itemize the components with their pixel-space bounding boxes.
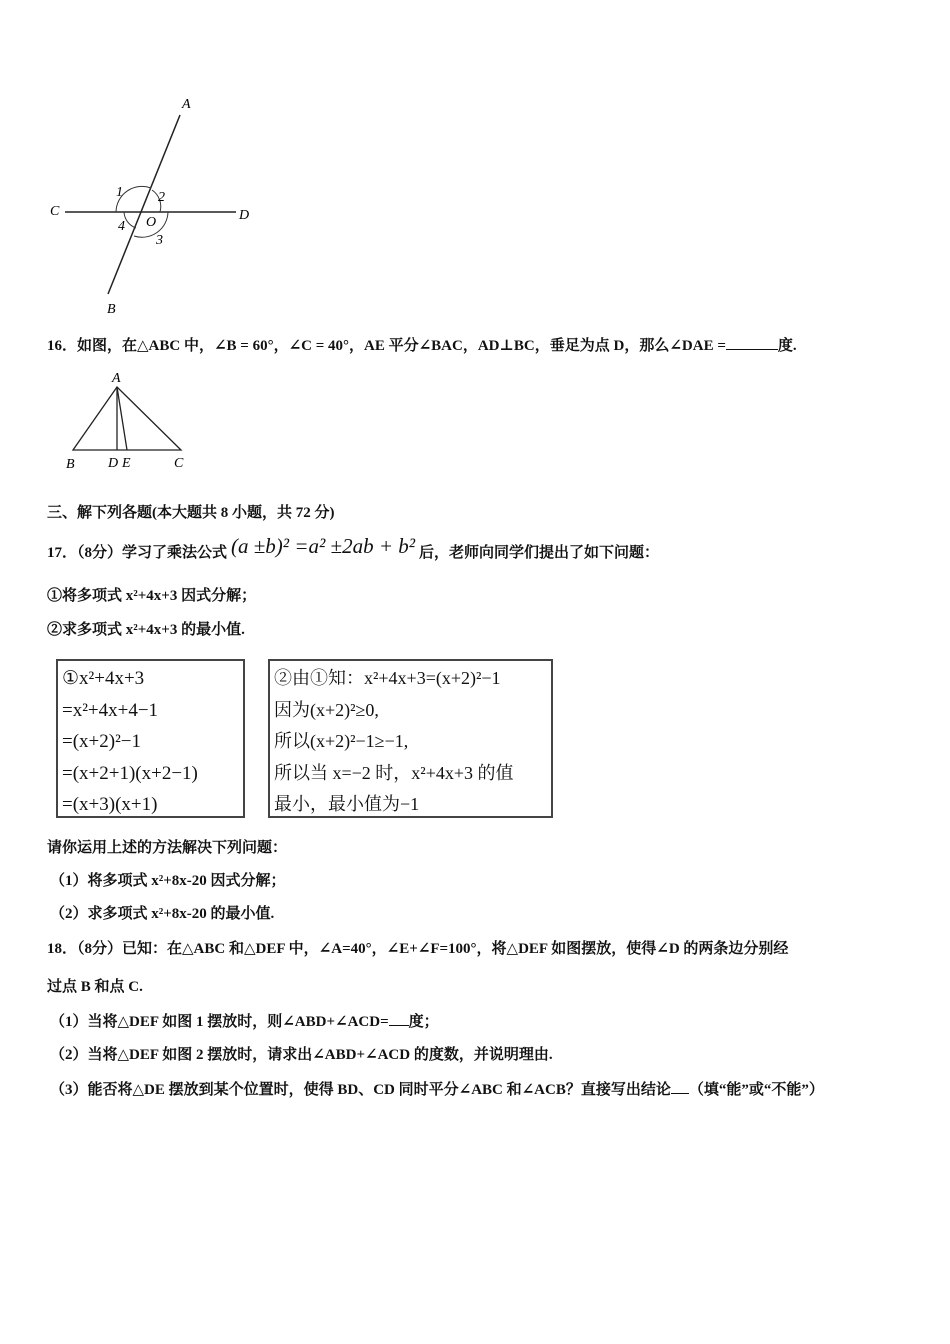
- question-18-part-1-suffix: 度；: [408, 1014, 439, 1030]
- label-angle-2: 2: [158, 190, 165, 205]
- question-18-line-1: 18．（8分）已知：在△ABC 和△DEF 中，∠A=40°，∠E+∠F=100°，将△DEF 如图摆放，使得∠D 的两条边分别经: [47, 941, 789, 957]
- label-a: A: [112, 371, 121, 386]
- question-18-part-2: （2）当将△DEF 如图 2 摆放时，请求出∠ABD+∠ACD 的度数，并说明理由.: [50, 1047, 553, 1063]
- question-17: [47, 534, 660, 563]
- answer-blank[interactable]: [671, 1079, 689, 1094]
- question-16-text: 16．如图，在△ABC 中，∠B = 60°，∠C = 40°，AE 平分∠BAC，AD⊥BC，垂足为点 D，那么∠DAE =: [47, 338, 726, 354]
- question-18-line-2: 过点 B 和点 C.: [47, 979, 143, 995]
- question-17-instruction: 请你运用上述的方法解决下列问题：: [47, 840, 288, 856]
- box2-line: 所以(x+2)²−1≥−1,: [274, 731, 409, 751]
- label-angle-4: 4: [118, 219, 125, 234]
- label-d: D: [108, 456, 119, 471]
- box2-line: 所以当 x=−2 时，x²+4x+3 的值: [274, 762, 514, 783]
- label-angle-3: 3: [156, 233, 163, 248]
- label-c: C: [50, 204, 60, 219]
- box1-line: ①x²+4x+3: [62, 668, 145, 689]
- question-18-part-3: [50, 1079, 824, 1100]
- question-16-suffix: 度.: [777, 338, 797, 354]
- question-17-suffix: 后，老师向同学们提出了如下问题：: [419, 545, 660, 561]
- label-d: D: [239, 208, 250, 223]
- label-o: O: [146, 215, 157, 230]
- question-18-part-3-suffix: （填“能”或“不能”）: [688, 1082, 824, 1098]
- question-17-task-1: ①将多项式 x²+4x+3 因式分解；: [47, 588, 257, 604]
- label-b: B: [66, 457, 75, 472]
- box2-line: 因为(x+2)²≥0,: [274, 699, 379, 720]
- angle-arc-4: [124, 212, 136, 228]
- label-angle-1: 1: [116, 185, 123, 200]
- label-a: A: [182, 97, 191, 112]
- example-box-factorization: [56, 659, 245, 818]
- question-17-part-2: （2）求多项式 x²+8x-20 的最小值.: [50, 906, 275, 922]
- answer-blank[interactable]: [726, 335, 778, 350]
- bisector-ae: [117, 387, 127, 450]
- question-18-part-1-text: （1）当将△DEF 如图 1 摆放时，则∠ABD+∠ACD=: [50, 1014, 389, 1030]
- question-18-part-3-text: （3）能否将△DE 摆放到某个位置时，使得 BD、CD 同时平分∠ABC 和∠ACB？直接写出结论: [50, 1082, 671, 1098]
- line-ab: [108, 115, 180, 294]
- box1-line: =(x+3)(x+1): [62, 794, 158, 815]
- question-17-part-1: （1）将多项式 x²+8x-20 因式分解；: [50, 873, 286, 889]
- box2-line: ②由①知：x²+4x+3=(x+2)²−1: [274, 668, 501, 688]
- question-17-prefix: 17．（8分）学习了乘法公式: [47, 545, 228, 561]
- box1-line: =(x+2)²−1: [62, 731, 141, 752]
- answer-blank[interactable]: [389, 1011, 409, 1026]
- question-17-task-2: ②求多项式 x²+4x+3 的最小值.: [47, 622, 245, 638]
- figure-triangle-abc: [0, 360, 220, 480]
- square-formula: (a ±b)² =a² ±2ab + b²: [231, 534, 416, 558]
- label-e: E: [122, 456, 131, 471]
- box2-line: 最小，最小值为−1: [274, 794, 420, 814]
- label-c: C: [174, 456, 184, 471]
- box1-line: =(x+2+1)(x+2−1): [62, 762, 198, 784]
- triangle-abc: [73, 387, 181, 450]
- label-b: B: [107, 302, 116, 317]
- figure-intersecting-lines: [0, 0, 280, 330]
- question-16: [47, 335, 797, 356]
- section-3-title: 三、解下列各题(本大题共 8 小题，共 72 分): [47, 505, 335, 521]
- example-box-minimum: [268, 659, 553, 818]
- question-18-part-1: [50, 1011, 439, 1032]
- box1-line: =x²+4x+4−1: [62, 699, 159, 721]
